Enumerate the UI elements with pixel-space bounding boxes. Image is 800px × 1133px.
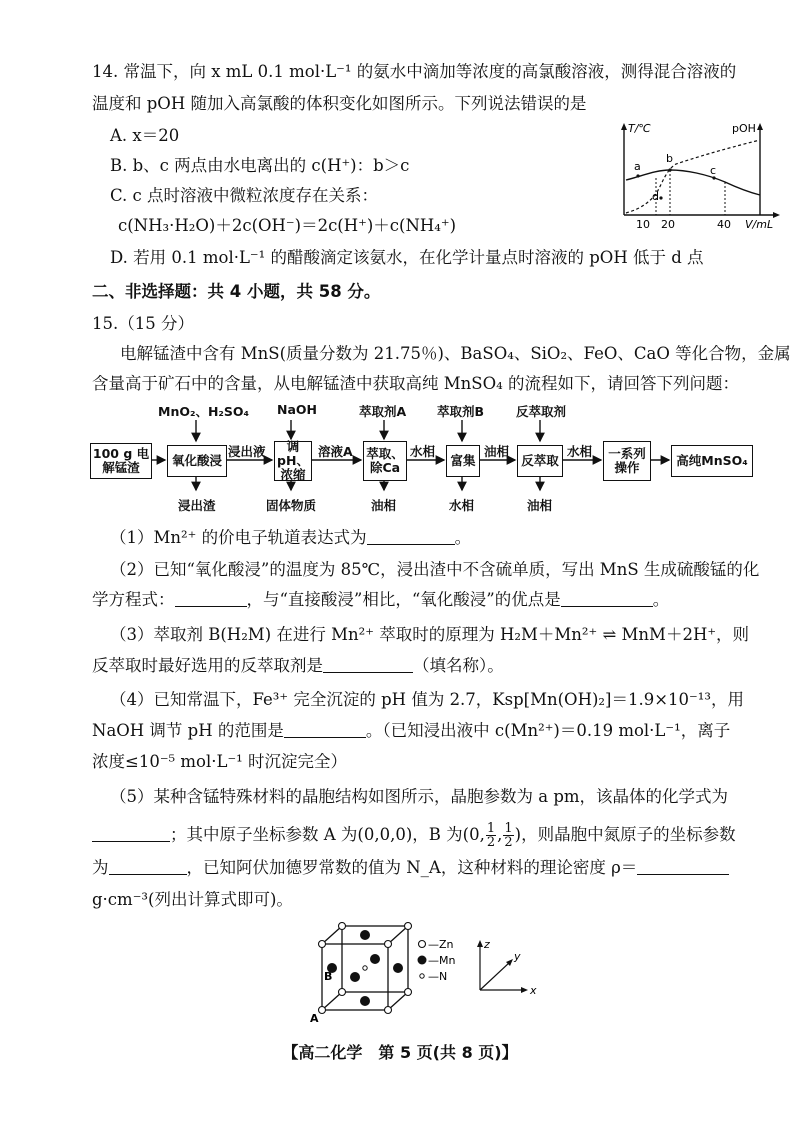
reagent-extractant-b: 萃取剂B <box>437 404 485 419</box>
answer-blank-3[interactable] <box>323 656 413 673</box>
q15-part2-line1: （2）已知“氧化酸浸”的温度为 85℃，浸出渣中不含硫单质，写出 MnS 生成硫酸锰的化 <box>110 560 760 579</box>
graph-y-left-label: T/℃ <box>628 122 651 135</box>
q14-option-c-equation: c(NH₃·H₂O)＋2c(OH⁻)＝2c(H⁺)＋c(NH₄⁺) <box>118 216 457 235</box>
graph-x-tick-40: 40 <box>717 218 731 231</box>
flow-box-extraction-ca: 萃取、除Ca <box>363 441 407 481</box>
q15-part5-line4: g·cm⁻³(列出计算式即可)。 <box>92 890 293 909</box>
q14-option-a: A. x＝20 <box>110 126 180 145</box>
axis-z: z <box>484 938 490 951</box>
legend-mn: —Mn <box>428 954 456 967</box>
q15-part4-line1: （4）已知常温下，Fe³⁺ 完全沉淀的 pH 值为 2.7，Ksp[Mn(OH)₂]＝1.9×10⁻¹³，用 <box>110 690 744 709</box>
flow-box-adjust-ph: 调pH、浓缩 <box>274 441 312 481</box>
stream-oil-phase: 油相 <box>484 444 510 459</box>
graph-x-label: V/mL <box>745 218 774 231</box>
q15-heading: 15.（15 分） <box>92 314 194 333</box>
answer-blank-1[interactable] <box>367 528 455 545</box>
q15-part5-line2: ；其中原子坐标参数 A 为(0,0,0)，B 为(0, $\frac{1}{2}$ , $\frac{1}{2}$ )，则晶胞中氮原子的坐标参数 <box>92 820 736 850</box>
reagent-back-extractant: 反萃取剂 <box>516 404 567 419</box>
q14-line2: 温度和 pOH 随加入高氯酸的体积变化如图所示。下列说法错误的是 <box>92 94 587 113</box>
q15-part1: （1）Mn²⁺ 的价电子轨道表达式为 。 <box>110 528 472 547</box>
q14-option-b: B. b、c 两点由水电离出的 c(H⁺)：b＞c <box>110 156 410 175</box>
answer-blank-5c[interactable] <box>637 858 729 875</box>
answer-blank-2a[interactable] <box>175 590 247 607</box>
graph-x-tick-10: 10 <box>636 218 650 231</box>
stream-aqueous-1: 水相 <box>410 444 436 459</box>
crystal-label-b: B <box>324 970 333 983</box>
product-aqueous: 水相 <box>449 498 475 513</box>
flow-box-oxidative-leach: 氧化酸浸 <box>167 445 227 477</box>
flow-box-raw-material: 100 g 电解锰渣 <box>90 443 152 479</box>
q15-part5-line1: （5）某种含锰特殊材料的晶胞结构如图所示，晶胞参数为 a pm，该晶体的化学式为 <box>110 787 729 806</box>
graph-x-tick-20: 20 <box>661 218 675 231</box>
reagent-mno2-h2so4: MnO₂、H₂SO₄ <box>158 404 249 419</box>
section-heading: 二、非选择题：共 4 小题，共 58 分。 <box>92 282 381 301</box>
q14-option-c: C. c 点时溶液中微粒浓度存在关系： <box>110 186 379 205</box>
q14-option-d: D. 若用 0.1 mol·L⁻¹ 的醋酸滴定该氨水，在化学计量点时溶液的 pOH 低于 d 点 <box>110 248 704 267</box>
graph-point-b: b <box>666 152 673 165</box>
fraction-half-2: $\frac{1}{2}$ <box>504 821 513 850</box>
flow-box-back-extraction: 反萃取 <box>517 445 563 477</box>
crystal-label-a: A <box>310 1012 319 1025</box>
graph-point-c: c <box>710 164 717 177</box>
answer-blank-4[interactable] <box>284 721 366 738</box>
q15-part5-line3: 为 ，已知阿伏加德罗常数的值为 N_A，这种材料的理论密度 ρ＝ <box>92 858 729 878</box>
stream-leach-liquor: 浸出液 <box>228 444 266 459</box>
graph-y-right-label: pOH <box>732 122 756 135</box>
product-oil-2: 油相 <box>527 498 553 513</box>
product-oil-1: 油相 <box>371 498 397 513</box>
q15-intro-line2: 含量高于矿石中的含量，从电解锰渣中获取高纯 MnSO₄ 的流程如下，请回答下列问题： <box>92 374 739 393</box>
page-footer: 【高二化学 第 5 页(共 8 页)】 <box>282 1043 518 1062</box>
q14-graph <box>610 118 785 233</box>
stream-aqueous-2: 水相 <box>567 444 593 459</box>
answer-blank-2b[interactable] <box>561 590 653 607</box>
legend-n: —N <box>428 970 448 983</box>
answer-blank-5b[interactable] <box>109 858 187 875</box>
product-leach-residue: 浸出渣 <box>178 498 216 513</box>
flow-box-product: 高纯MnSO₄ <box>671 445 753 477</box>
q15-part3-line1: （3）萃取剂 B(H₂M) 在进行 Mn²⁺ 萃取时的原理为 H₂M＋Mn²⁺ ⇌ MnM＋2H⁺，则 <box>110 625 750 644</box>
product-solids: 固体物质 <box>266 498 317 513</box>
flow-box-enrichment: 富集 <box>446 445 480 477</box>
q15-part3-line2: 反萃取时最好选用的反萃取剂是 （填名称）。 <box>92 656 504 675</box>
q15-intro-line1: 电解锰渣中含有 MnS(质量分数为 21.75％)、BaSO₄、SiO₂、FeO、CaO 等化合物，金属 <box>120 344 791 363</box>
reagent-naoh: NaOH <box>277 402 317 417</box>
reagent-extractant-a: 萃取剂A <box>359 404 407 419</box>
q15-part2-line2: 学方程式： ，与“直接酸浸”相比，“氧化酸浸”的优点是 。 <box>92 590 670 609</box>
axis-y: y <box>514 950 521 963</box>
fraction-half-1: $\frac{1}{2}$ <box>486 821 496 850</box>
q15-part4-line2: NaOH 调节 pH 的范围是 。（已知浸出液中 c(Mn²⁺)＝0.19 mol·L⁻¹，离子 <box>92 721 731 740</box>
stream-solution-a: 溶液A <box>318 444 353 459</box>
flow-box-operations: 一系列操作 <box>603 441 651 481</box>
axis-x: x <box>530 984 537 997</box>
crystal-cell-diagram <box>300 922 550 1027</box>
q14-line1: 14. 常温下，向 x mL 0.1 mol·L⁻¹ 的氨水中滴加等浓度的高氯酸溶液，测得混合溶液的 <box>92 62 737 81</box>
answer-blank-5a[interactable] <box>92 825 170 842</box>
graph-point-d: d <box>652 190 659 203</box>
q15-part4-line3: 浓度≤10⁻⁵ mol·L⁻¹ 时沉淀完全） <box>92 752 348 771</box>
legend-zn: —Zn <box>428 938 454 951</box>
graph-point-a: a <box>634 160 641 173</box>
